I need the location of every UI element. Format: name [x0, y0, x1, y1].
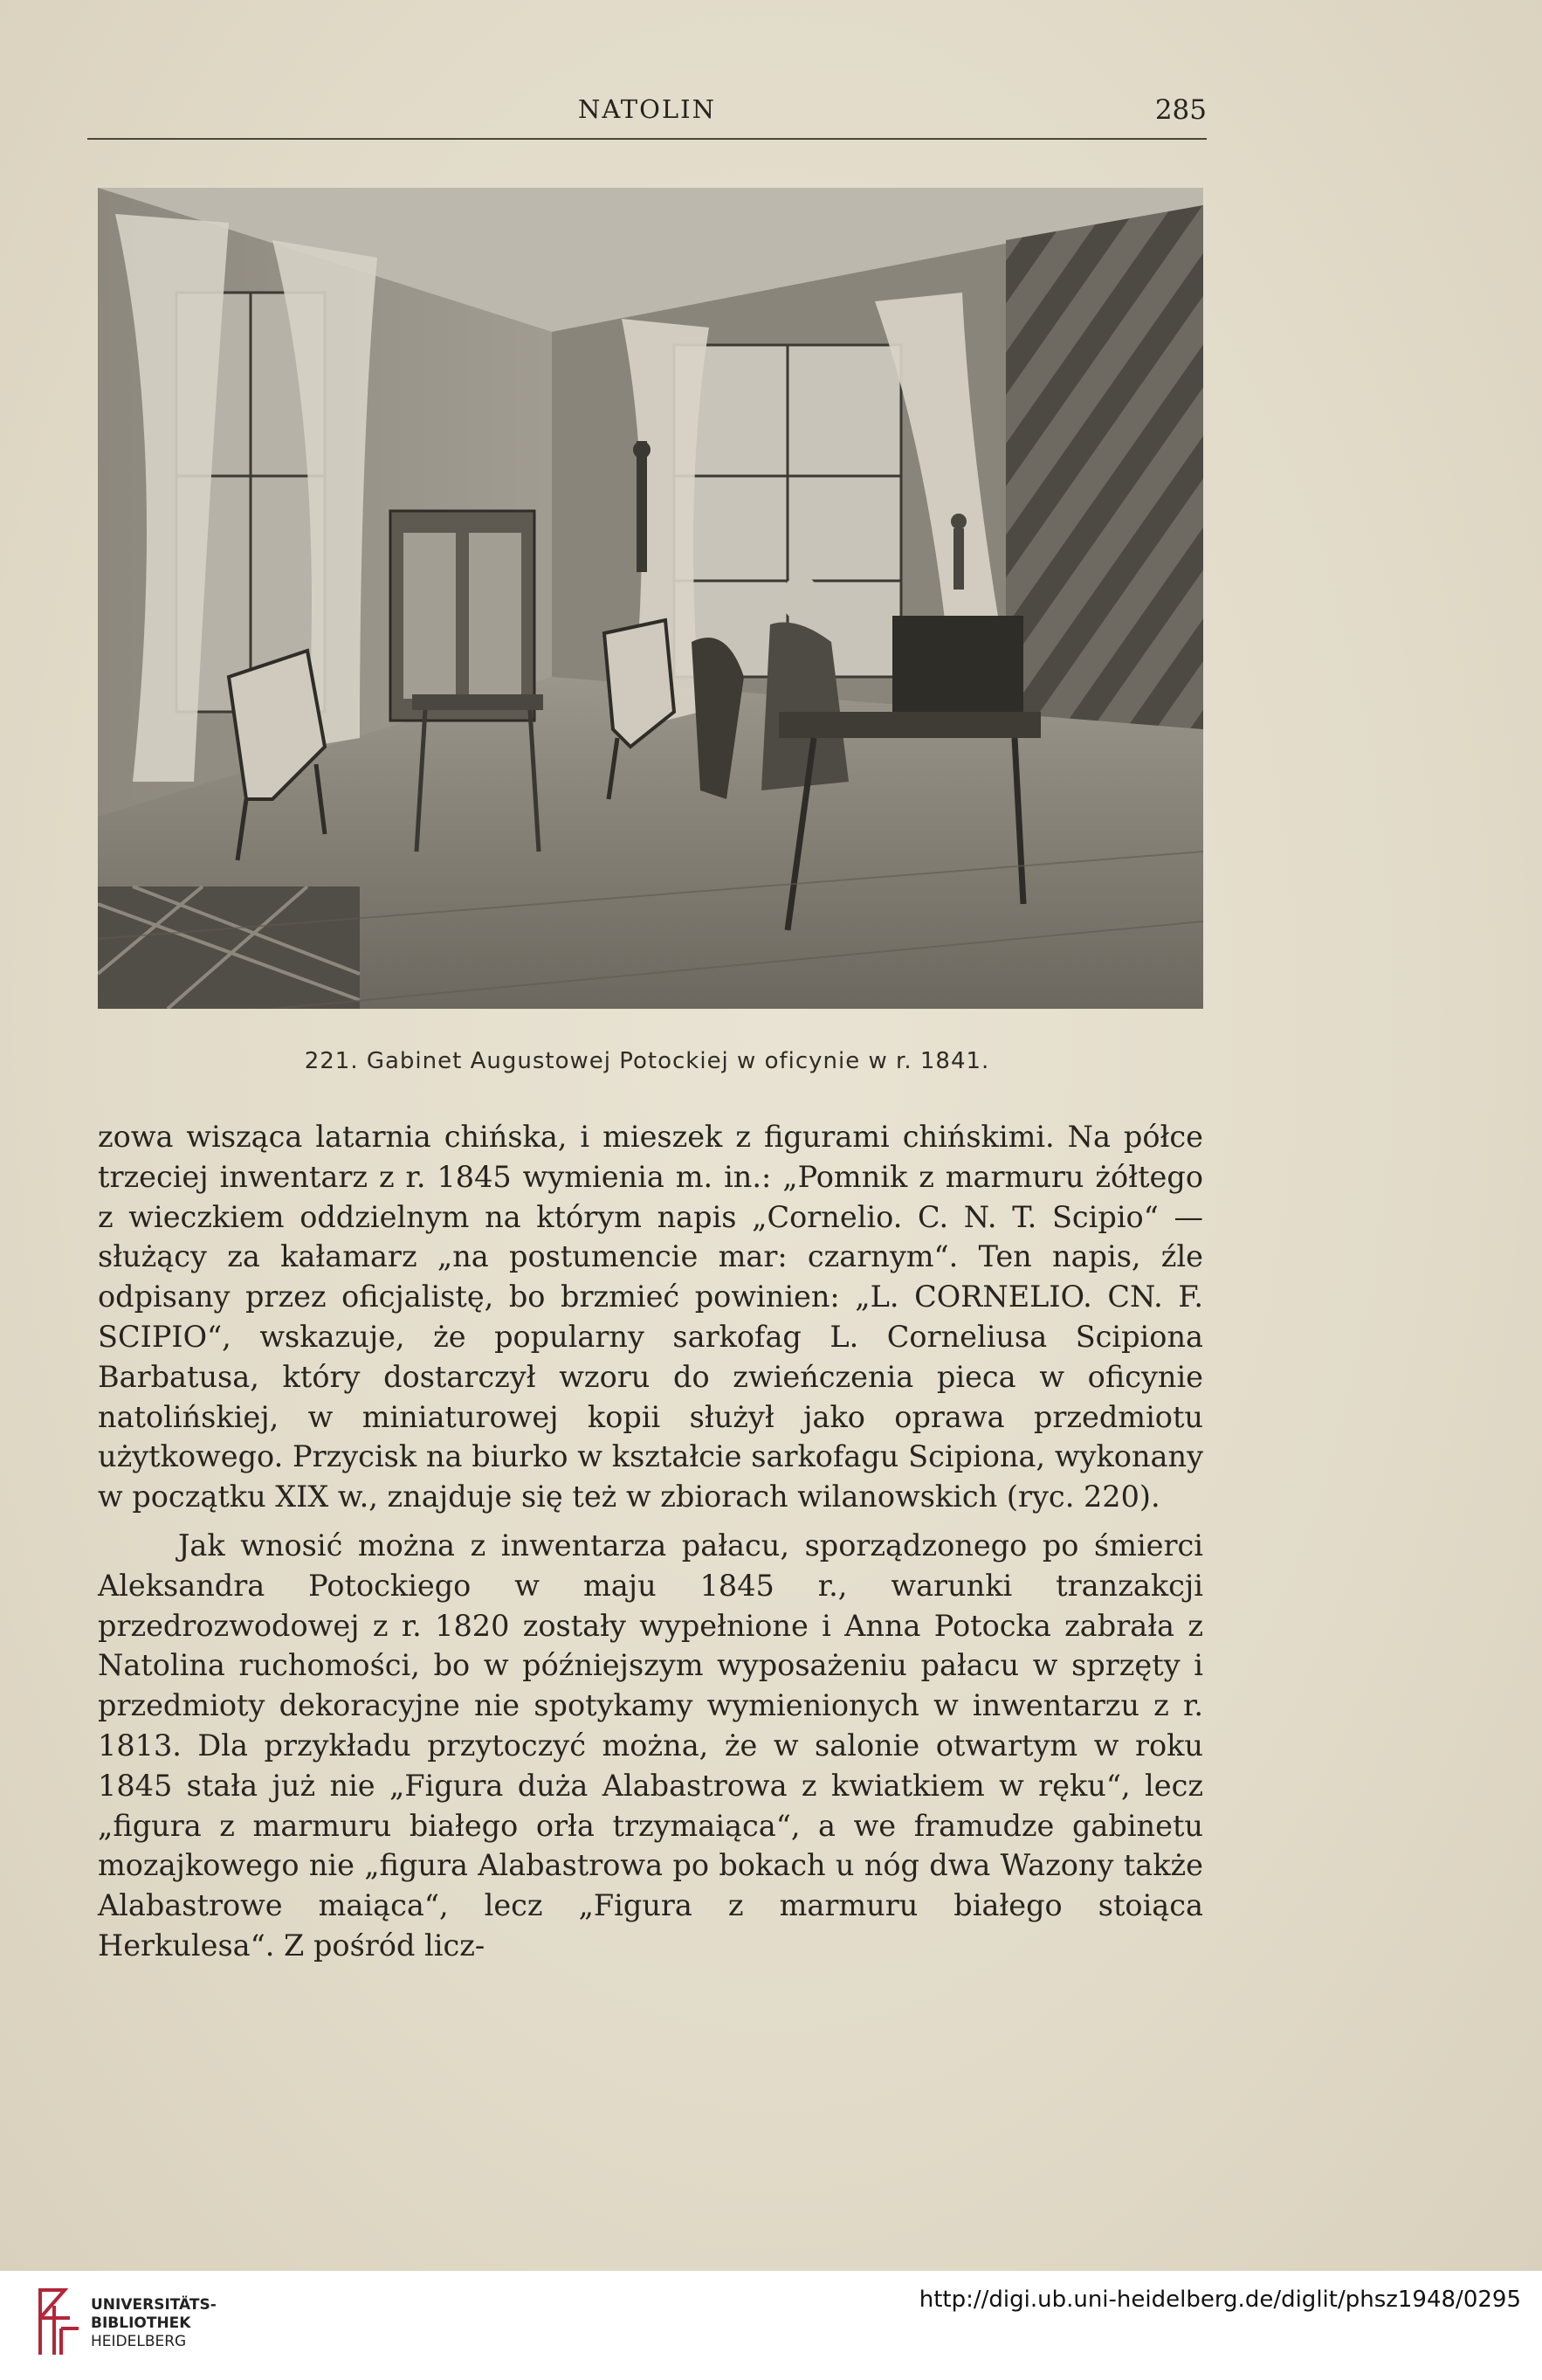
- figure-caption: 221. Gabinet Augustowej Potockiej w oficynie w r. 1841.: [304, 1048, 990, 1074]
- body-text: [98, 1117, 1203, 1966]
- library-name-line1: UNIVERSITÄTS-: [91, 2296, 217, 2314]
- paragraph: Jak wnosić można z inwentarza pałacu, sporządzonego po śmierci Aleksandra Potockiego w maju 1845 r., warunki tranzakcji przedrozwodowej z r. 1820 zostały wypełnione i Anna Potocka zabrała z Natolina ruchomości, bo w późniejszym wyposażeniu pałacu w sprzęty i przedmioty dekoracyjne nie spotykamy wymienionych w inwentarzu z r. 1813. Dla przykładu przytoczyć można, że w salonie otwartym w roku 1845 stała już nie „Figura duża Alabastrowa z kwiatkiem w ręku“, lecz „figura z marmuru białego orła trzymaiąca“, a we framudze gabinetu mozajkowego nie „figura Alabastrowa po bokach u nóg dwa Wazony także Alabastrowe maiąca“, lecz „Figura z marmuru białego stoiąca Herkulesa“. Z pośród licz-: [98, 1528, 1203, 1963]
- library-name-line3: HEIDELBERG: [91, 2333, 187, 2350]
- figure-illustration: [98, 188, 1203, 1009]
- paragraph: zowa wisząca latarnia chińska, i mieszek z figurami chińskimi. Na półce trzeciej inwentarz z r. 1845 wymienia m. in.: „Pomnik z marmuru żółtego z wieczkiem oddzielnym na którym napis „Cornelio. C. N. T. Scipio“ — służący za kałamarz „na postumencie mar: czarnym“. Ten napis, źle odpisany przez oficjalistę, bo brzmieć powinien: „L. CORNELIO. CN. F. SCIPIO“, wskazuje, że popularny sarkofag L. Corneliusa Scipiona Barbatusa, który dostarczył wzoru do zwieńczenia pieca w oficynie natolińskiej, w miniaturowej kopii służył jako oprawa przedmiotu użytkowego. Przycisk na biurko w kształcie sarkofagu Scipiona, wykonany w początku XIX w., znajduje się też w zbiorach wilanowskich (ryc. 220).: [98, 1120, 1203, 1514]
- running-head: [87, 94, 1207, 140]
- running-title: NATOLIN: [578, 94, 716, 124]
- library-name-line2: BIBLIOTHEK: [91, 2314, 191, 2332]
- source-url-link[interactable]: http://digi.ub.uni-heidelberg.de/diglit/phsz1948/0295: [919, 2287, 1521, 2313]
- interior-drawing: [98, 188, 1203, 1009]
- library-name: [91, 2296, 217, 2351]
- library-logo-icon: [35, 2283, 84, 2362]
- page-number: 285: [1154, 94, 1207, 126]
